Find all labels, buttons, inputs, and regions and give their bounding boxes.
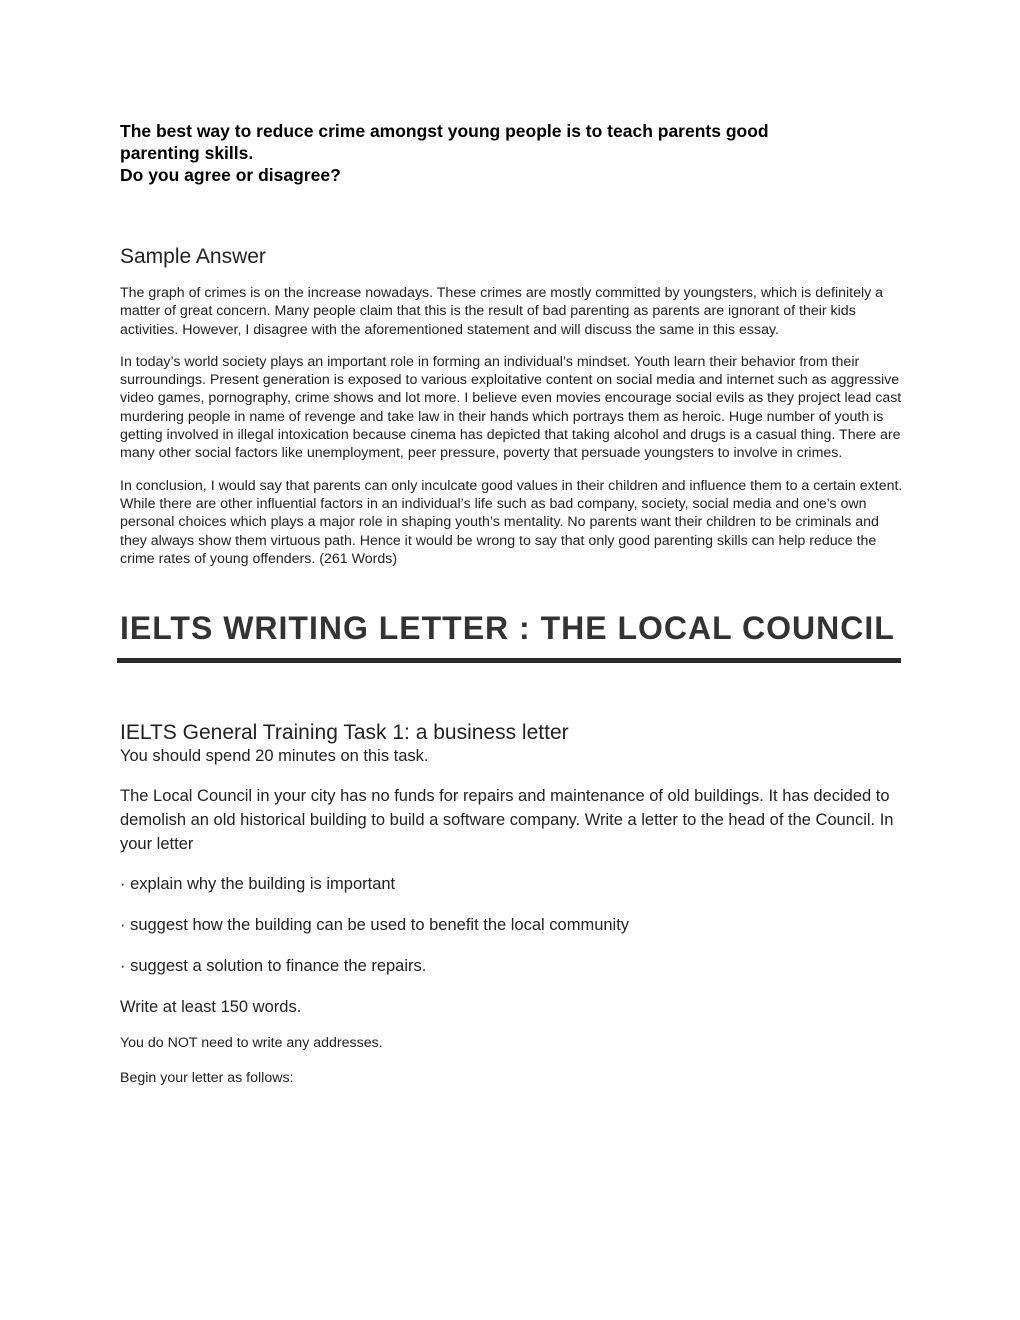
task-bullet-list — [120, 874, 905, 976]
title-divider — [117, 658, 901, 663]
begin-letter-note: Begin your letter as follows: — [120, 1070, 294, 1087]
document-page — [120, 120, 905, 1087]
question-line-2: parenting skills. — [120, 143, 254, 163]
question-line-3: Do you agree or disagree? — [120, 165, 341, 185]
bullet-item: · suggest a solution to finance the repairs. — [120, 957, 427, 976]
essay-question — [120, 120, 905, 186]
bullet-item: · suggest how the building can be used to benefit the local community — [120, 916, 630, 935]
task-prompt: The Local Council in your city has no funds for repairs and maintenance of old buildings. It has decided to demolish an old historical building to build a software company. Write a letter to the head of the Council. In your letter — [120, 787, 894, 854]
task-heading: IELTS General Training Task 1: a business letter — [120, 721, 569, 745]
bullet-item: · explain why the building is important — [120, 875, 396, 894]
address-note: You do NOT need to write any addresses. — [120, 1035, 383, 1052]
time-note: You should spend 20 minutes on this task. — [120, 747, 429, 766]
essay-paragraph-3: In conclusion, I would say that parents can only inculcate good values in their children and influence them to a certain extent. While there are other influential factors in an individual’s life such as bad company, society, social media and one’s own personal choices which plays a major role in shaping youth’s mentality. No parents want their children to be criminals and they always show them virtuous path. Hence it would be wrong to say that only good parenting skills can help reduce the crime rates of young offenders. (261 Words) — [120, 477, 903, 567]
sample-answer-heading: Sample Answer — [120, 245, 266, 268]
question-line-1: The best way to reduce crime amongst young people is to teach parents good — [120, 121, 769, 141]
essay-paragraph-1: The graph of crimes is on the increase nowadays. These crimes are mostly committed by youngsters, which is definitely a matter of great concern. Many people claim that this is the result of bad parenting as parents are ignorant of their kids activities. However, I disagree with the aforementioned statement and will discuss the same in this essay. — [120, 285, 884, 338]
word-count-instruction: Write at least 150 words. — [120, 998, 302, 1017]
sample-answer-body — [120, 284, 905, 568]
essay-paragraph-2: In today’s world society plays an important role in forming an individual’s mindset. Youth learn their behavior from their surroundings. Present generation is exposed to various exploitative content on social media and internet such as aggressive video games, pornography, crime shows and lot more. I believe even movies encourage social evils as they project lead cast murdering people in name of revenge and take law in their hands which portrays them as heroic. Huge number of youth is getting involved in illegal intoxication because cinema has depicted that taking alcohol and drugs is a casual thing. There are many other social factors like unemployment, peer pressure, poverty that persuade youngsters to involve in crimes. — [120, 353, 902, 462]
letter-section-title: IELTS WRITING LETTER : THE LOCAL COUNCIL — [120, 610, 895, 647]
